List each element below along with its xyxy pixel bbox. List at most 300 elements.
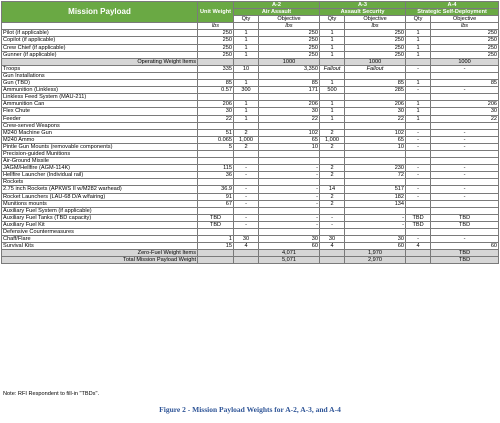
row-label: Auxiliary Fuel Tanks (TBD capacity) [2,214,198,221]
a3-qty-cell: Fallout [320,65,345,72]
a3-qty-cell [320,158,345,165]
units-label: lbs [259,23,320,30]
a4-qty-cell: - [406,143,431,150]
a3-qty-cell: 2 [320,200,345,207]
group-name-a2: Air Assault [234,9,320,16]
a4-objective-cell [431,179,499,186]
a4-objective-cell: TBD [431,214,499,221]
table-row [2,158,499,165]
a3-objective-cell: 1000 [345,58,406,65]
unit-weight-cell [198,150,234,157]
a2-objective-cell: 250 [259,44,320,51]
a3-qty-cell: 30 [320,236,345,243]
unit-weight-cell [198,179,234,186]
a2-objective-cell: - [259,165,320,172]
a4-qty-cell [406,72,431,79]
a2-qty-cell: 1 [234,115,259,122]
unit-weight-cell: 335 [198,65,234,72]
row-label: Ammunition (Linkless) [2,87,198,94]
table-row [2,179,499,186]
a2-qty-cell [234,179,259,186]
a3-objective-cell: 85 [345,80,406,87]
a3-objective-cell [345,158,406,165]
qty-header: Qty [234,16,259,23]
a2-objective-cell: 206 [259,101,320,108]
unit-weight-cell: 1 [198,236,234,243]
a3-qty-cell [320,72,345,79]
a4-qty-cell: 1 [406,30,431,37]
a2-objective-cell: 250 [259,51,320,58]
a2-qty-cell [234,150,259,157]
a2-objective-cell: 85 [259,80,320,87]
a4-qty-cell [406,94,431,101]
a4-objective-cell: 206 [431,101,499,108]
a3-qty-cell: 1 [320,44,345,51]
a2-qty-cell: 1 [234,101,259,108]
table-row [2,229,499,236]
a2-objective-cell: 4,071 [259,250,320,257]
unit-weight-cell [198,257,234,264]
a3-objective-cell [345,94,406,101]
a2-qty-cell: 1 [234,44,259,51]
a3-objective-cell: 102 [345,129,406,136]
row-label: Hellfire Launcher (Individual rail) [2,172,198,179]
a3-objective-cell [345,150,406,157]
a3-qty-cell: 1,000 [320,136,345,143]
a4-qty-cell [406,200,431,207]
a3-objective-cell: 182 [345,193,406,200]
a3-qty-cell: 2 [320,193,345,200]
a2-qty-cell: 1 [234,80,259,87]
a3-objective-cell: 250 [345,44,406,51]
unit-weight-cell: 85 [198,80,234,87]
figure-caption: Figure 2 - Mission Payload Weights for A-2, A-3, and A-4 [159,405,341,414]
unit-weight-cell: 91 [198,193,234,200]
a2-qty-cell [234,94,259,101]
a2-objective-cell: 171 [259,87,320,94]
a3-qty-cell: 1 [320,37,345,44]
a2-objective-cell: - [259,186,320,193]
a3-objective-cell: 22 [345,115,406,122]
a2-qty-cell [234,158,259,165]
a4-qty-cell: 1 [406,108,431,115]
row-label: Flex Chute [2,108,198,115]
a4-objective-cell [431,122,499,129]
unit-weight-cell [198,58,234,65]
row-label: Troops [2,65,198,72]
a4-objective-cell: 250 [431,44,499,51]
table-row [2,87,499,94]
a4-qty-cell [406,229,431,236]
unit-weight-cell: TBD [198,214,234,221]
row-label: Gun (TBD) [2,80,198,87]
a2-objective-cell: 5,071 [259,257,320,264]
a4-objective-cell [431,150,499,157]
a2-qty-cell: - [234,214,259,221]
a2-qty-cell: 1 [234,37,259,44]
table-row [2,80,499,87]
unit-weight-cell: 0.065 [198,136,234,143]
a2-objective-cell [259,158,320,165]
row-label: Rocket Launchers (LAU-68 D/A w/fairing) [2,193,198,200]
a3-objective-cell: Fallout [345,65,406,72]
qty-header: Qty [320,16,345,23]
unit-weight-cell [198,72,234,79]
a2-objective-cell: - [259,221,320,228]
a4-qty-cell: - [406,87,431,94]
a3-qty-cell [320,150,345,157]
row-label: Copilot (if applicable) [2,37,198,44]
a2-objective-cell [259,72,320,79]
table-row [2,250,499,257]
a4-objective-cell: - [431,186,499,193]
a4-objective-cell: TBD [431,250,499,257]
table-row [2,94,499,101]
row-label: Ammunition Can [2,101,198,108]
a2-objective-cell: 30 [259,236,320,243]
table-row [2,122,499,129]
table-row [2,214,499,221]
a4-qty-cell: TBD [406,221,431,228]
row-label: Precision-guided Munitions [2,150,198,157]
table-row [2,243,499,250]
unit-weight-cell: 5 [198,143,234,150]
a4-qty-cell: - [406,65,431,72]
a3-qty-cell: 2 [320,172,345,179]
table-row [2,150,499,157]
a2-objective-cell [259,207,320,214]
table-row [2,37,499,44]
row-label: Auxiliary Fuel Kit [2,221,198,228]
group-id-a3: A-3 [320,2,406,9]
a4-objective-cell: - [431,172,499,179]
a3-qty-cell: 1 [320,51,345,58]
a3-qty-cell [320,257,345,264]
a2-qty-cell [234,257,259,264]
a3-qty-cell [320,58,345,65]
a4-objective-cell: TBD [431,221,499,228]
a2-objective-cell: 10 [259,143,320,150]
unit-weight-cell: TBD [198,221,234,228]
a2-qty-cell [234,207,259,214]
a4-qty-cell: 4 [406,243,431,250]
a2-qty-cell: 300 [234,87,259,94]
objective-header: Objective [259,16,320,23]
a2-qty-cell: 2 [234,129,259,136]
a2-qty-cell: - [234,200,259,207]
row-label: M240 Ammo [2,136,198,143]
a3-objective-cell: 250 [345,51,406,58]
a3-qty-cell [320,250,345,257]
a4-qty-cell [406,122,431,129]
row-label: Pintle Gun Mounts (removable components) [2,143,198,150]
a3-objective-cell: 230 [345,165,406,172]
a2-objective-cell: 102 [259,129,320,136]
a3-objective-cell: 30 [345,236,406,243]
row-label: M240 Machine Gun [2,129,198,136]
a2-qty-cell: 2 [234,143,259,150]
units-label: lbs [345,23,406,30]
a3-objective-cell: 72 [345,172,406,179]
a2-qty-cell: - [234,165,259,172]
table-row [2,30,499,37]
a4-objective-cell: 250 [431,37,499,44]
a2-qty-cell: 1,000 [234,136,259,143]
row-label: JAGM/Hellfire (AGM-114K) [2,165,198,172]
table-row [2,221,499,228]
a4-objective-cell [431,158,499,165]
a3-qty-cell [320,122,345,129]
group-name-a4: Strategic Self-Deployment [406,9,499,16]
a2-qty-cell: 1 [234,30,259,37]
a3-objective-cell: 250 [345,30,406,37]
unit-weight-cell: 250 [198,44,234,51]
a2-objective-cell: - [259,193,320,200]
a4-qty-cell: - [406,186,431,193]
a2-objective-cell: 60 [259,243,320,250]
group-name-a3: Assault Security [320,9,406,16]
a4-qty-cell [406,58,431,65]
row-label: Munitions mounts [2,200,198,207]
row-label: Crew-served Weapons [2,122,198,129]
table-row [2,193,499,200]
row-label: 2.75 inch Rockets (APKWS II w/M282 warhead) [2,186,198,193]
a4-objective-cell [431,72,499,79]
a4-qty-cell: 1 [406,101,431,108]
a2-qty-cell [234,229,259,236]
row-label: Survival Kits [2,243,198,250]
unit-weight-cell: 250 [198,30,234,37]
row-label: Operating Weight Items [2,58,198,65]
a3-objective-cell: 1,970 [345,250,406,257]
qty-header: Qty [406,16,431,23]
a4-objective-cell: - [431,165,499,172]
a3-qty-cell: 14 [320,186,345,193]
a2-qty-cell [234,122,259,129]
a2-objective-cell: 65 [259,136,320,143]
a2-objective-cell [259,122,320,129]
a4-objective-cell: TBD [431,257,499,264]
a4-objective-cell: 250 [431,30,499,37]
a2-objective-cell: 250 [259,37,320,44]
a4-qty-cell: - [406,236,431,243]
row-label: Linkless Feed System (MAU-211) [2,94,198,101]
a4-qty-cell [406,207,431,214]
a2-qty-cell: 4 [234,243,259,250]
a4-qty-cell: 1 [406,80,431,87]
a3-objective-cell: 134 [345,200,406,207]
row-label: Chaff/Flare [2,236,198,243]
a2-objective-cell [259,179,320,186]
row-label: Air-Ground Missile [2,158,198,165]
a4-objective-cell: 22 [431,115,499,122]
unit-weight-cell: 36 [198,172,234,179]
payload-table [1,1,499,264]
row-label: Feeder [2,115,198,122]
a3-qty-cell: 1 [320,101,345,108]
a2-qty-cell [234,72,259,79]
unit-weight-header: Unit Weight [198,2,234,23]
a3-qty-cell: - [320,214,345,221]
a2-objective-cell: 22 [259,115,320,122]
group-id-a2: A-2 [234,2,320,9]
a3-objective-cell: 10 [345,143,406,150]
unit-weight-cell: 250 [198,37,234,44]
a3-qty-cell: - [320,221,345,228]
a3-qty-cell: 1 [320,30,345,37]
a4-objective-cell: 250 [431,51,499,58]
a3-objective-cell [345,207,406,214]
table-title: Mission Payload [2,2,198,23]
unit-weight-cell [198,94,234,101]
table-row [2,236,499,243]
a3-objective-cell: - [345,214,406,221]
table-row [2,115,499,122]
a3-qty-cell [320,229,345,236]
table-row [2,108,499,115]
units-label: lbs [198,23,234,30]
units-row [2,23,499,30]
row-label: Pilot (if applicable) [2,30,198,37]
a3-qty-cell: 1 [320,115,345,122]
a2-objective-cell [259,150,320,157]
row-label: Gunner (if applicable) [2,51,198,58]
table-row [2,257,499,264]
unit-weight-cell [198,250,234,257]
a2-qty-cell: 10 [234,65,259,72]
a3-objective-cell: 206 [345,101,406,108]
table-row [2,172,499,179]
a4-objective-cell: 85 [431,80,499,87]
a3-qty-cell: 1 [320,108,345,115]
a2-objective-cell: 3,350 [259,65,320,72]
a4-qty-cell [406,150,431,157]
units-label: lbs [431,23,499,30]
a4-objective-cell [431,229,499,236]
unit-weight-cell: 36.9 [198,186,234,193]
row-label: Total Mission Payload Weight [2,257,198,264]
a4-objective-cell: - [431,87,499,94]
table-row [2,186,499,193]
a4-objective-cell: - [431,129,499,136]
table-row [2,129,499,136]
a4-objective-cell [431,200,499,207]
a4-qty-cell [406,158,431,165]
a4-qty-cell: 1 [406,115,431,122]
a3-objective-cell [345,122,406,129]
a3-objective-cell: 65 [345,136,406,143]
a2-qty-cell: - [234,221,259,228]
a4-objective-cell [431,207,499,214]
a3-objective-cell: 2,970 [345,257,406,264]
a3-qty-cell: 2 [320,129,345,136]
a3-objective-cell: 517 [345,186,406,193]
a3-objective-cell: 250 [345,37,406,44]
table-row [2,200,499,207]
a3-objective-cell [345,229,406,236]
a4-qty-cell: - [406,193,431,200]
unit-weight-cell: 0.57 [198,87,234,94]
a3-qty-cell: 2 [320,143,345,150]
row-label: Zero-Fuel Weight Items [2,250,198,257]
a2-objective-cell: - [259,172,320,179]
a2-qty-cell [234,250,259,257]
a3-objective-cell: 60 [345,243,406,250]
a4-qty-cell: - [406,165,431,172]
a3-qty-cell [320,207,345,214]
a4-qty-cell [406,257,431,264]
a2-qty-cell: - [234,186,259,193]
a4-objective-cell: - [431,193,499,200]
a4-qty-cell [406,179,431,186]
unit-weight-cell: 30 [198,108,234,115]
a3-objective-cell [345,72,406,79]
row-label: Defensive Countermeasures [2,229,198,236]
a2-qty-cell [234,58,259,65]
a4-qty-cell: TBD [406,214,431,221]
unit-weight-cell: 15 [198,243,234,250]
a4-objective-cell: - [431,236,499,243]
a4-objective-cell [431,94,499,101]
a3-qty-cell [320,179,345,186]
a2-qty-cell: 1 [234,51,259,58]
a2-qty-cell: - [234,193,259,200]
objective-header: Objective [345,16,406,23]
a3-qty-cell: 2 [320,165,345,172]
a2-objective-cell: - [259,214,320,221]
unit-weight-cell: 51 [198,129,234,136]
a4-qty-cell: - [406,129,431,136]
a3-qty-cell: 500 [320,87,345,94]
a4-objective-cell: - [431,65,499,72]
table-row [2,136,499,143]
unit-weight-cell [198,229,234,236]
row-label: Rockets [2,179,198,186]
a4-objective-cell: 60 [431,243,499,250]
a2-qty-cell: - [234,172,259,179]
a3-objective-cell [345,179,406,186]
a4-objective-cell: - [431,143,499,150]
a2-objective-cell [259,94,320,101]
unit-weight-cell: 67 [198,200,234,207]
unit-weight-cell [198,207,234,214]
unit-weight-cell [198,158,234,165]
payload-rows [2,30,499,264]
row-label: Crew Chief (if applicable) [2,44,198,51]
table-row [2,207,499,214]
table-row [2,51,499,58]
a3-qty-cell [320,94,345,101]
a2-qty-cell: 30 [234,236,259,243]
unit-weight-cell: 206 [198,101,234,108]
table-row [2,65,499,72]
a2-objective-cell [259,229,320,236]
a3-qty-cell: 1 [320,80,345,87]
row-label: Gun Installations [2,72,198,79]
a4-objective-cell: 1000 [431,58,499,65]
a3-objective-cell: 30 [345,108,406,115]
a4-qty-cell: 1 [406,44,431,51]
a3-objective-cell: 285 [345,87,406,94]
a4-objective-cell: 30 [431,108,499,115]
a4-qty-cell: 1 [406,37,431,44]
table-row [2,58,499,65]
unit-weight-cell: 22 [198,115,234,122]
a2-objective-cell: 250 [259,30,320,37]
a4-qty-cell: - [406,172,431,179]
table-row [2,143,499,150]
a2-objective-cell: 30 [259,108,320,115]
